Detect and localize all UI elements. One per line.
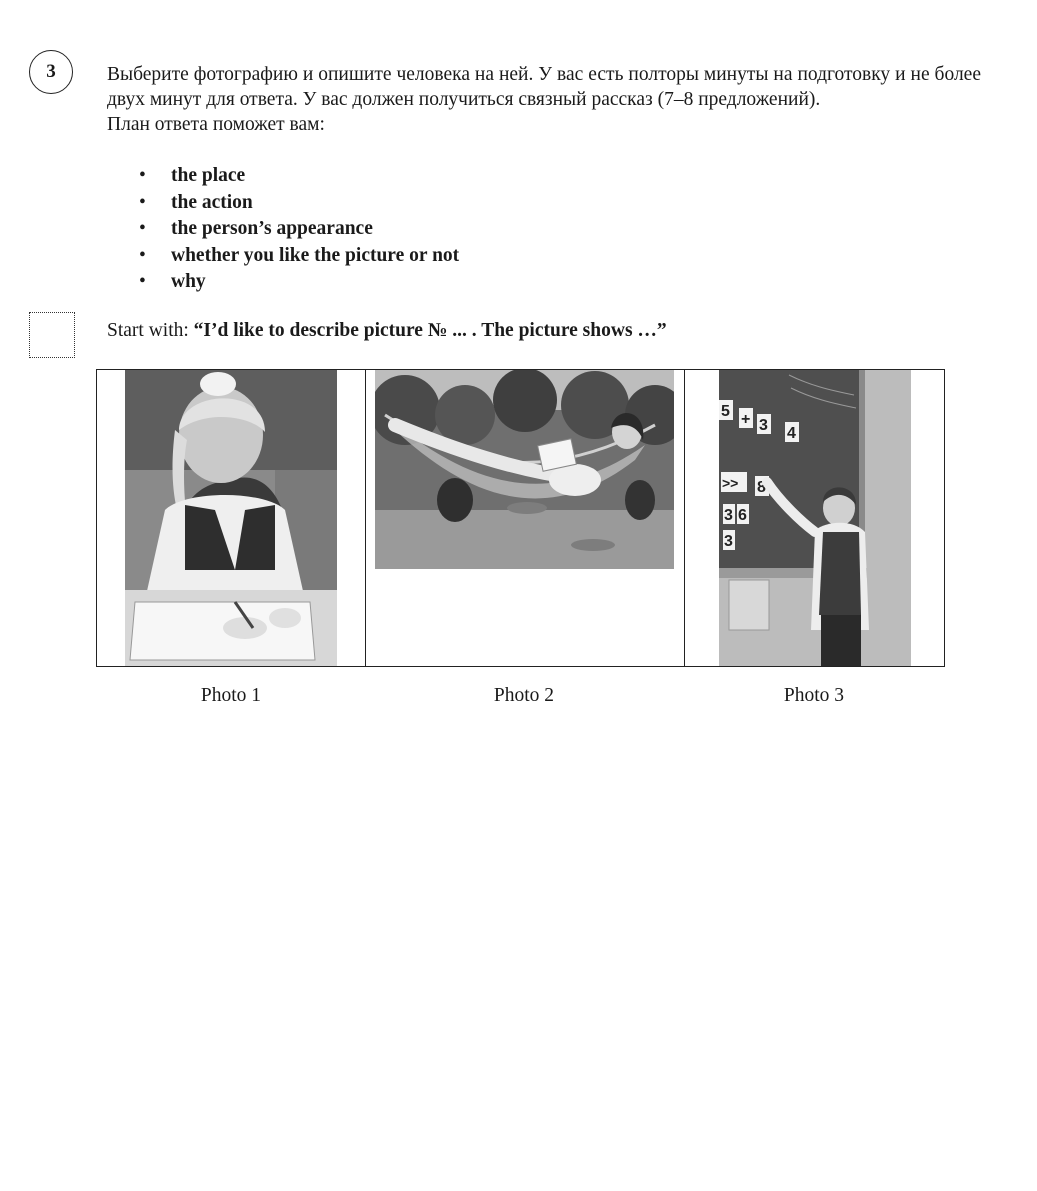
photo-cell-3: [685, 370, 944, 666]
blackboard-digit: 6: [738, 507, 747, 524]
blackboard-digit: 4: [787, 425, 796, 442]
photo-cell-2: [366, 370, 685, 666]
blackboard-digit: 3: [759, 417, 768, 434]
plan-item: • the person’s appearance: [107, 216, 459, 243]
plan-item: • whether you like the picture or not: [107, 243, 459, 270]
plan-item: • the action: [107, 190, 459, 217]
blackboard-digit: 8: [757, 479, 766, 496]
blackboard-sign: +: [741, 411, 751, 428]
plan-list: [107, 163, 459, 296]
plan-intro: План ответа поможет вам:: [107, 114, 325, 135]
photo-caption-3: Photo 3: [783, 685, 845, 706]
start-with-line: [107, 320, 667, 342]
task-instruction: Выберите фотографию и опишите человека на ней. У вас есть полторы минуты на подготовку и не более двух минут для ответа. У вас должен получиться связный рассказ (7–8 предложений).: [107, 64, 981, 110]
task-number: 3: [29, 50, 73, 94]
blackboard-digit: 3: [724, 533, 733, 550]
start-prefix: Start with:: [107, 320, 194, 341]
plan-item: • why: [107, 269, 459, 296]
blackboard-digit: 3: [724, 507, 733, 524]
blackboard-digit: 5: [721, 403, 730, 420]
woman-hammock-photo[interactable]: [375, 370, 674, 569]
photo-caption-2: Photo 2: [493, 685, 555, 706]
plan-item: • the place: [107, 163, 459, 190]
blackboard-sign: >>: [722, 475, 739, 491]
boy-blackboard-photo[interactable]: [719, 370, 911, 666]
girl-writing-photo[interactable]: [125, 370, 337, 666]
start-phrase: “I’d like to describe picture № ... . The picture shows …”: [193, 320, 667, 341]
photo-cell-1: [97, 370, 366, 666]
photo-table: [96, 369, 945, 667]
photo-caption-1: Photo 1: [200, 685, 262, 706]
task-instruction-block: [107, 62, 981, 137]
answer-box[interactable]: [29, 312, 75, 358]
